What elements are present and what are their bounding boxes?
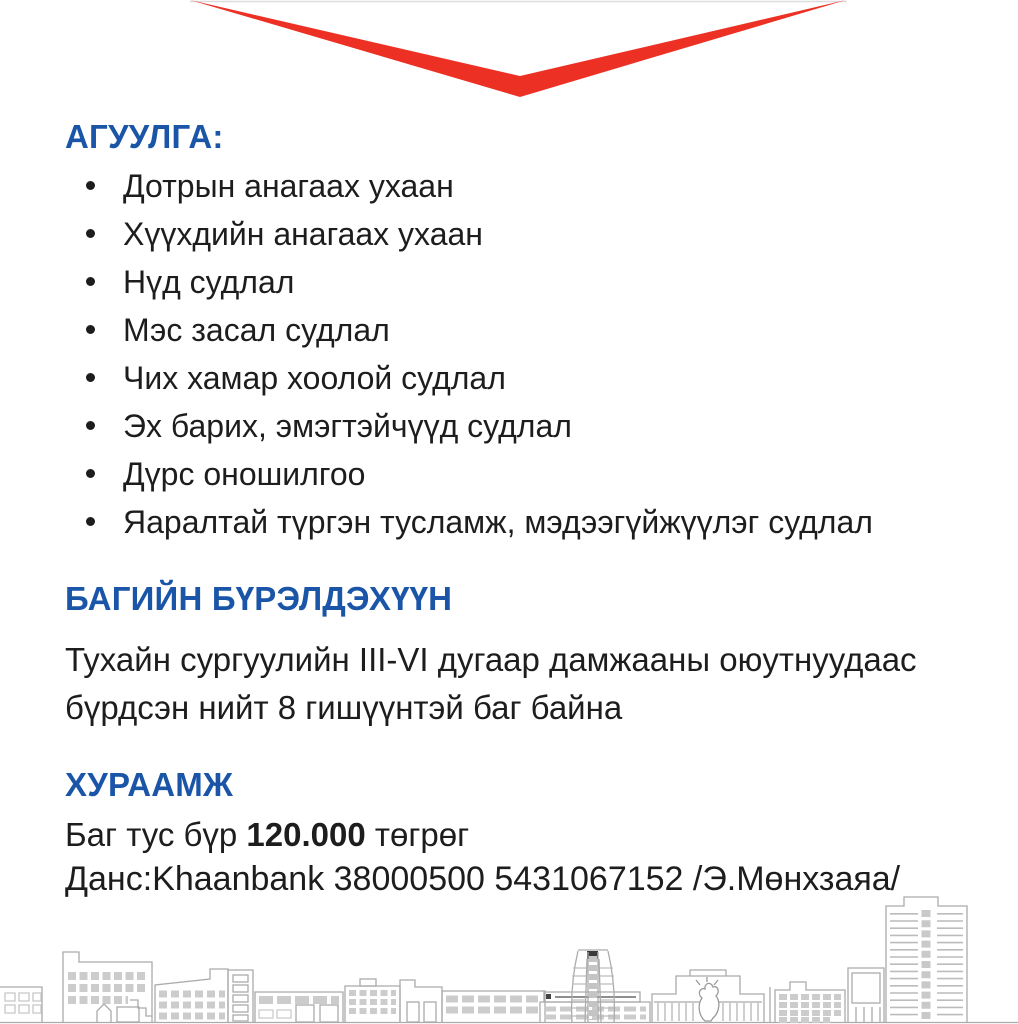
list-item [65,216,1005,264]
poster-content [65,118,1005,898]
team-heading: БАГИЙН БҮРЭЛДЭХҮҮН [65,580,453,617]
list-item [65,312,1005,360]
list-item [65,168,1005,216]
fee-amount-line [65,816,1005,854]
bullet-dot [86,421,95,430]
team-description: Тухайн сургуулийн III-VI дугаар дамжааны оюутнуудаас бүрдсэн нийт 8 гишүүнтэй баг байна [65,641,917,726]
chevron-down-icon [0,0,1018,100]
red-chevron-container [0,0,1018,100]
bullet-dot [86,469,95,478]
bank-account-line: Данс:Khaanbank 38000500 5431067152 /Э.Мөнхзаяа/ [65,860,901,898]
bullet-dot [86,517,95,526]
list-item-label: Нүд судлал [123,264,295,300]
city-skyline-icon [0,890,1018,1024]
list-item [65,264,1005,312]
list-item-label: Яаралтай түргэн тусламж, мэдээгүйжүүлэг судлал [123,504,873,540]
bullet-dot [86,373,95,382]
footer-illustration-container [0,890,1018,1024]
bullet-dot [86,229,95,238]
fee-prefix: Баг тус бүр [65,816,247,853]
list-item-label: Чих хамар хоолой судлал [123,360,506,396]
bullet-dot [86,277,95,286]
list-item [65,456,1005,504]
bullet-dot [86,325,95,334]
list-item [65,408,1005,456]
list-item-label: Дотрын анагаах ухаан [123,168,454,204]
chevron-shape [190,0,846,97]
fee-heading: ХУРААМЖ [65,766,234,803]
agenda-heading: АГУУЛГА: [65,118,224,155]
list-item-label: Мэс засал судлал [123,312,390,348]
fee-amount: 120.000 [246,816,366,853]
list-item [65,504,1005,552]
list-item [65,360,1005,408]
list-item-label: Хүүхдийн анагаах ухаан [123,216,483,252]
bullet-dot [86,181,95,190]
list-item-label: Дүрс оношилгоо [123,456,366,492]
agenda-list [65,168,1005,552]
fee-suffix: төгрөг [365,816,470,853]
list-item-label: Эх барих, эмэгтэйчүүд судлал [123,408,572,444]
